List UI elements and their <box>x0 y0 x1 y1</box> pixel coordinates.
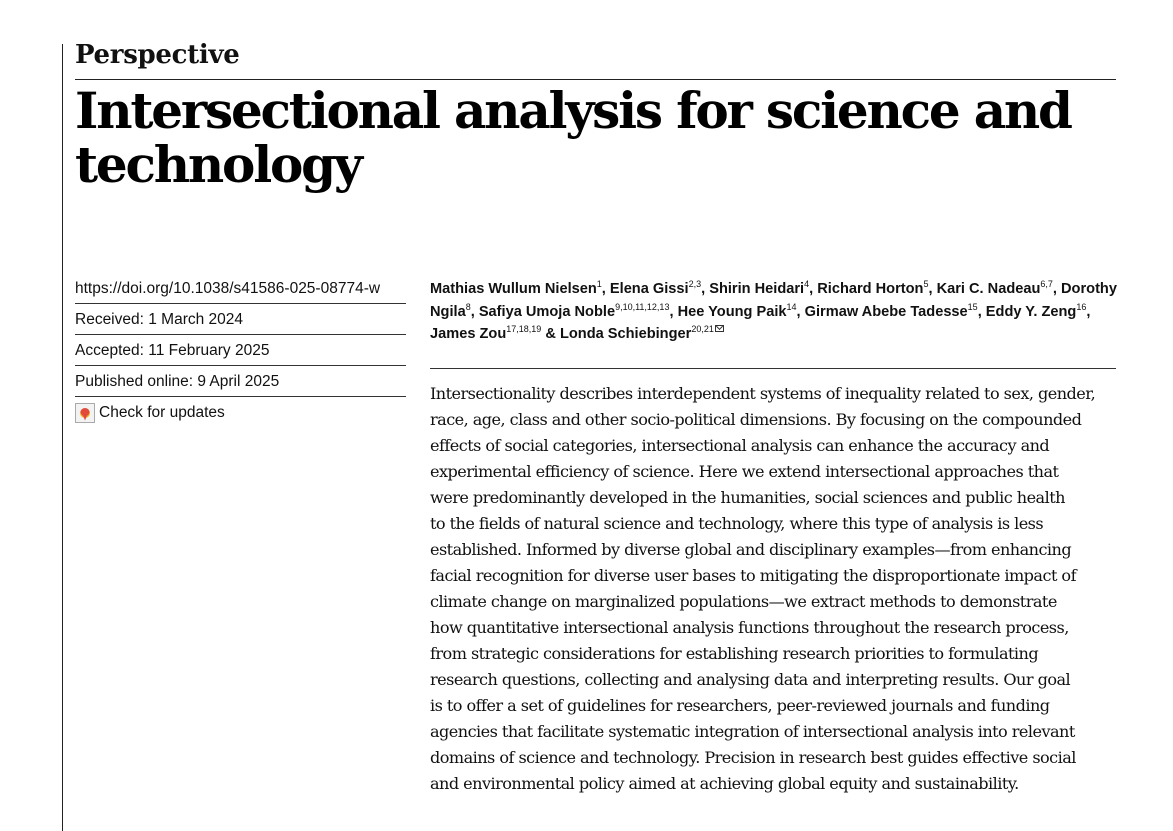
author-name-text: Dorothy Ngila <box>430 281 1117 320</box>
abstract-line: established. Informed by diverse global and disciplinary examples—from enhancing <box>430 540 1072 559</box>
author-name-text: Richard Horton <box>817 281 924 297</box>
abstract-line: facial recognition for diverse user bases to mitigating the disproportionate impact of <box>430 566 1076 585</box>
author-separator: , <box>1052 281 1062 297</box>
doi-link[interactable]: https://doi.org/10.1038/s41586-025-08774-w <box>75 272 406 304</box>
abstract-line: climate change on marginalized populations—we extract methods to demonstrate <box>430 592 1057 611</box>
authors-rule <box>430 368 1116 369</box>
section-label: Perspective <box>75 40 240 70</box>
author-name-text: Londa Schiebinger <box>559 326 692 342</box>
author-name[interactable] <box>709 281 809 297</box>
author-name-text: James Zou <box>430 326 507 342</box>
author-name-text: Eddy Y. Zeng <box>985 303 1077 320</box>
abstract-line: race, age, class and other socio-political dimensions. By focusing on the compounded <box>430 410 1082 429</box>
abstract-line: effects of social categories, intersectional analysis can enhance the accuracy and <box>430 436 1050 455</box>
abstract <box>430 381 1130 797</box>
author-name[interactable] <box>817 281 928 297</box>
author-name[interactable] <box>677 301 797 320</box>
author-affiliation[interactable]: 15 <box>967 301 978 312</box>
received-date: Received: 1 March 2024 <box>75 304 406 335</box>
author-affiliation[interactable]: 20,21 <box>691 324 714 335</box>
author-name-text: Elena Gissi <box>609 281 689 297</box>
author-name-text: Hee Young Paik <box>677 303 787 320</box>
abstract-line: and environmental policy aimed at achieving global equity and sustainability. <box>430 774 1019 793</box>
author-affiliation[interactable]: 9,10,11,12,13 <box>615 301 670 312</box>
abstract-line: were predominantly developed in the humanities, social sciences and public health <box>430 488 1065 507</box>
author-separator: , <box>796 303 805 320</box>
check-for-updates-button[interactable] <box>75 397 406 428</box>
accepted-date: Accepted: 11 February 2025 <box>75 335 406 366</box>
author-separator: , <box>977 303 986 320</box>
author-name[interactable] <box>937 281 1053 297</box>
author-name[interactable] <box>610 281 701 297</box>
author-affiliation[interactable]: 6,7 <box>1040 279 1053 290</box>
author-name-text: Mathias Wullum Nielsen <box>430 281 597 297</box>
abstract-line: domains of science and technology. Precision in research best guides effective social <box>430 748 1076 767</box>
author-separator: , <box>701 281 710 297</box>
abstract-line: Intersectionality describes interdependent systems of inequality related to sex, gender, <box>430 384 1096 403</box>
author-affiliation[interactable]: 14 <box>786 301 797 312</box>
abstract-line: to the fields of natural science and technology, where this type of analysis is less <box>430 514 1044 533</box>
check-for-updates-icon <box>75 403 95 423</box>
abstract-line: how quantitative intersectional analysis functions throughout the research process, <box>430 618 1069 637</box>
author-separator: , <box>601 281 610 297</box>
author-name[interactable] <box>430 326 541 342</box>
author-name[interactable] <box>478 301 670 320</box>
author-separator: , <box>809 281 818 297</box>
envelope-icon[interactable] <box>715 325 724 332</box>
author-name[interactable] <box>804 301 978 320</box>
abstract-line: is to offer a set of guidelines for researchers, peer-reviewed journals and funding <box>430 696 1050 715</box>
article-title <box>75 81 1115 194</box>
author-name[interactable] <box>560 326 714 342</box>
author-affiliation[interactable]: 2,3 <box>688 279 702 290</box>
abstract-line: experimental efficiency of science. Here we extend intersectional approaches that <box>430 462 1059 481</box>
author-affiliation[interactable]: 17,18,19 <box>506 324 542 335</box>
author-separator: & <box>541 326 560 342</box>
published-date: Published online: 9 April 2025 <box>75 366 406 397</box>
author-separator: , <box>470 303 479 320</box>
author-name-text: Girmaw Abebe Tadesse <box>804 303 968 320</box>
author-separator: , <box>669 303 678 320</box>
author-name[interactable] <box>430 281 602 297</box>
author-separator: , <box>928 281 937 297</box>
author-affiliation[interactable]: 1 <box>596 279 602 290</box>
author-separator: , <box>1086 303 1091 320</box>
author-name-text: Safiya Umoja Noble <box>478 303 616 320</box>
title-line: technology <box>75 135 361 194</box>
author-affiliation[interactable]: 4 <box>804 279 810 290</box>
abstract-line: research questions, collecting and analysing data and interpreting results. Our goal <box>430 670 1071 689</box>
author-name-text: Shirin Heidari <box>709 281 805 297</box>
article-metadata <box>75 272 406 428</box>
author-list <box>430 278 1120 346</box>
left-margin-rule <box>62 44 63 831</box>
abstract-line: from strategic considerations for establishing research priorities to formulating <box>430 644 1039 663</box>
author-affiliation[interactable]: 5 <box>923 279 929 290</box>
author-affiliation[interactable]: 16 <box>1076 301 1087 312</box>
author-affiliation[interactable]: 8 <box>465 301 471 312</box>
header-rule <box>75 79 1116 80</box>
author-name[interactable] <box>985 301 1087 320</box>
author-name-text: Kari C. Nadeau <box>936 281 1041 297</box>
title-line: Intersectional analysis for science and <box>75 81 1071 140</box>
abstract-line: agencies that facilitate systematic integration of intersectional analysis into relevant <box>430 722 1075 741</box>
check-for-updates-label: Check for updates <box>99 404 225 421</box>
